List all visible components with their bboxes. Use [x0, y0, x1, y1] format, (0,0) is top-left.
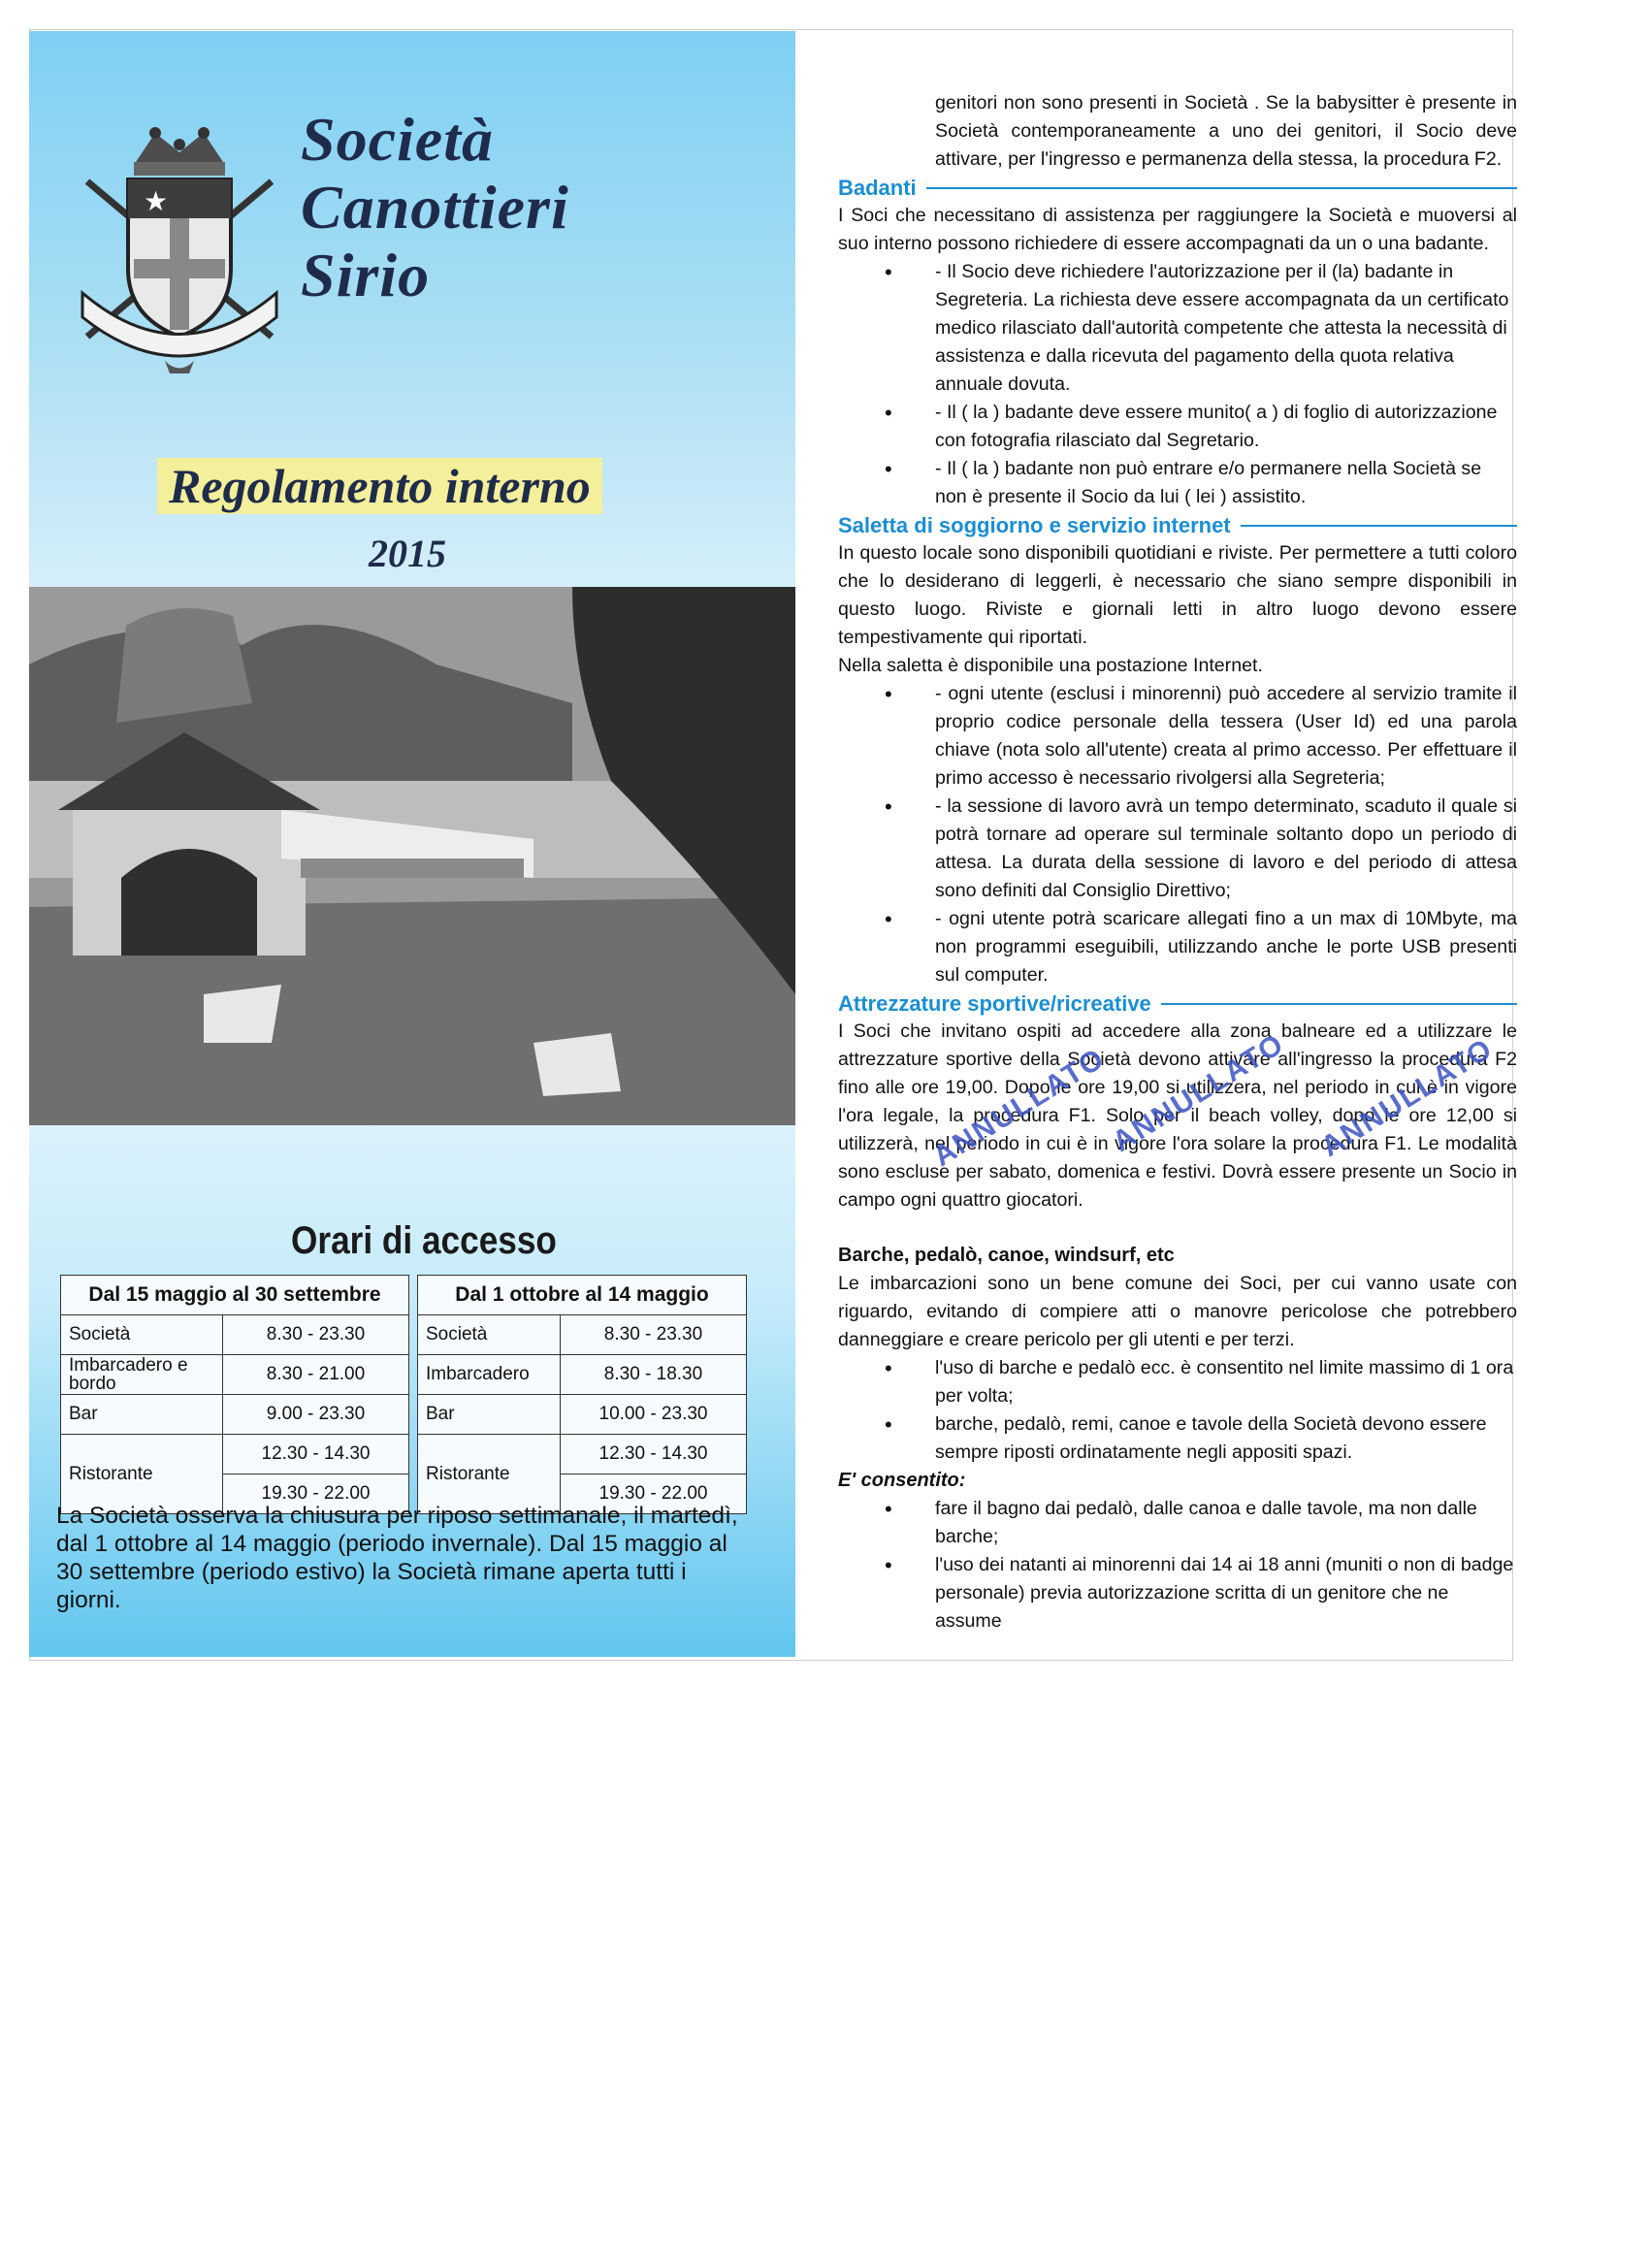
- annullato-stamp: ANNULLATO: [1107, 1027, 1291, 1159]
- heading-rule: [1161, 1003, 1517, 1005]
- list-item: • l'uso dei natanti ai minorenni dai 14 ai 18 anni (muniti o non di badge personale) previa autorizzazione scritta di un genitore che ne assume: [838, 1551, 1517, 1636]
- summer-hours-header: Dal 15 maggio al 30 settembre: [61, 1276, 409, 1315]
- badanti-list: [838, 258, 1517, 511]
- consentito-label: E' consentito:: [838, 1470, 966, 1491]
- list-item: • fare il bagno dai pedalò, dalle canoa e dalle tavole, ma non dalle barche;: [838, 1495, 1517, 1551]
- table-row: Bar 10.00 - 23.30: [418, 1395, 747, 1435]
- boathouse-photo-illustration: [29, 587, 795, 1125]
- table-row: Ristorante 12.30 - 14.30: [61, 1435, 409, 1474]
- winter-hours-table: [417, 1275, 747, 1514]
- table-row: Società 8.30 - 23.30: [61, 1315, 409, 1355]
- document-year: 2015: [369, 532, 446, 575]
- table-row: Bar 9.00 - 23.30: [61, 1395, 409, 1435]
- document-subtitle: Regolamento interno: [157, 458, 602, 514]
- saletta-list: [838, 680, 1517, 989]
- list-item: • - ogni utente (esclusi i minorenni) può accedere al servizio tramite il proprio codice personale della tessera (User Id) ed una parola chiave (nota solo all'utente) creata al primo accesso. Per effettuare il primo accesso è necessario rivolgersi alla Segreteria;: [838, 680, 1517, 793]
- attrezzature-text: I Soci che invitano ospiti ad accedere alla zona balneare ed a utilizzare le attrezzature sportive della Società devono attivare all'ingresso la procedura F2 fino alle ore 19,00. Dopo le ore 19,00 si utilizzera, nel periodo in cui è in vigore l'ora legale, la procedura F1. Solo per il beach volley, dopo le ore 12,00 si utilizzerà, nel periodo in cui è in vigore l'ora solare la procedura F1. Le modalità sono escluse per sabato, domenica e festivi. Dovrà essere presente un Socio in campo ogni quattro giocatori.: [838, 1021, 1517, 1211]
- boathouse-photo: [29, 587, 795, 1125]
- saletta-text: In questo locale sono disponibili quotidiani e riviste. Per permettere a tutti coloro che lo desiderano di leggerli, è necessario che siano sempre disponibili in questo luogo. Riviste e giornali letti in altro luogo devono essere tempestivamente qui riportati.: [838, 542, 1517, 648]
- annullato-stamp: ANNULLATO: [1315, 1032, 1500, 1164]
- list-item: • barche, pedalò, remi, canoe e tavole della Società devono essere sempre riposti ordinatamente negli appositi spazi.: [838, 1410, 1517, 1467]
- list-item: • - la sessione di lavoro avrà un tempo determinato, scaduto il quale si potrà tornare ad operare sul terminale soltanto dopo un periodo di attesa. La durata della sessione di lavoro e del periodo di attesa sono definiti dal Consiglio Direttivo;: [838, 793, 1517, 905]
- intro-paragraph: genitori non sono presenti in Società . Se la babysitter è presente in Società contemporaneamente a uno dei genitori, il Socio deve attivare, per l'ingresso e permanenza della stessa, la procedura F2.: [935, 92, 1517, 170]
- list-item: • l'uso di barche e pedalò ecc. è consentito nel limite massimo di 1 ora per volta;: [838, 1354, 1517, 1410]
- section-heading-badanti: Badanti: [838, 174, 1517, 202]
- barche-list: [838, 1354, 1517, 1467]
- hours-title: Orari di accesso: [291, 1219, 557, 1262]
- consentito-list: [838, 1495, 1517, 1636]
- list-item: • - ogni utente potrà scaricare allegati fino a un max di 10Mbyte, ma non programmi eseguibili, utilizzando anche le porte USB presenti sul computer.: [838, 905, 1517, 989]
- section-heading-attrezzature: Attrezzature sportive/ricreative: [838, 989, 1517, 1018]
- section-heading-barche: Barche, pedalò, canoe, windsurf, etc: [838, 1245, 1175, 1266]
- table-row: Imbarcadero e bordo 8.30 - 21.00: [61, 1355, 409, 1395]
- saletta-text-2: Nella saletta è disponibile una postazione Internet.: [838, 655, 1263, 676]
- heading-rule: [926, 187, 1517, 189]
- club-crest-logo: [68, 123, 291, 375]
- regulations-column: [838, 89, 1517, 1636]
- list-item: • - Il ( la ) badante deve essere munito( a ) di foglio di autorizzazione con fotografia rilasciato dal Segretario.: [838, 399, 1517, 455]
- table-row: Ristorante 12.30 - 14.30: [418, 1435, 747, 1474]
- badanti-text: I Soci che necessitano di assistenza per raggiungere la Società e muoversi al suo interno possono richiedere di essere accompagnati da un o una badante.: [838, 205, 1517, 254]
- list-item: • - Il ( la ) badante non può entrare e/o permanere nella Società se non è presente il Socio da lui ( lei ) assistito.: [838, 455, 1517, 511]
- table-row: Imbarcadero 8.30 - 18.30: [418, 1355, 747, 1395]
- winter-hours-header: Dal 1 ottobre al 14 maggio: [418, 1276, 747, 1315]
- summer-hours-table: [60, 1275, 409, 1514]
- club-name-line-3: Sirio: [301, 241, 431, 309]
- table-row: Società 8.30 - 23.30: [418, 1315, 747, 1355]
- section-heading-saletta: Saletta di soggiorno e servizio internet: [838, 511, 1517, 539]
- heading-rule: [1241, 525, 1517, 527]
- list-item: • - Il Socio deve richiedere l'autorizzazione per il (la) badante in Segreteria. La richiesta deve essere accompagnata da un certificato medico rilasciato dall'autorità competente che attesta la necessità di assistenza e dalla ricevuta del pagamento della quota relativa annuale dovuta.: [838, 258, 1517, 399]
- table-row: 19.30 - 22.00: [418, 1474, 747, 1514]
- svg-text:★: ★: [144, 185, 169, 217]
- barche-text: Le imbarcazioni sono un bene comune dei Soci, per cui vanno usate con riguardo, evitando di compiere atti o manovre pericolose che potrebbero danneggiare e creare pericolo per gli utenti e per terzi.: [838, 1273, 1517, 1350]
- club-name-line-1: Società: [301, 105, 494, 174]
- closing-note: La Società osserva la chiusura per riposo settimanale, il martedì, dal 1 ottobre al 14 maggio (periodo invernale). Dal 15 maggio al 30 settembre (periodo estivo) la Società rimane aperta tutti i giorni.: [56, 1503, 738, 1613]
- table-row: 19.30 - 22.00: [61, 1474, 409, 1514]
- club-name-line-2: Canottieri: [301, 173, 569, 242]
- annullato-stamp: ANNULLATO: [927, 1042, 1112, 1174]
